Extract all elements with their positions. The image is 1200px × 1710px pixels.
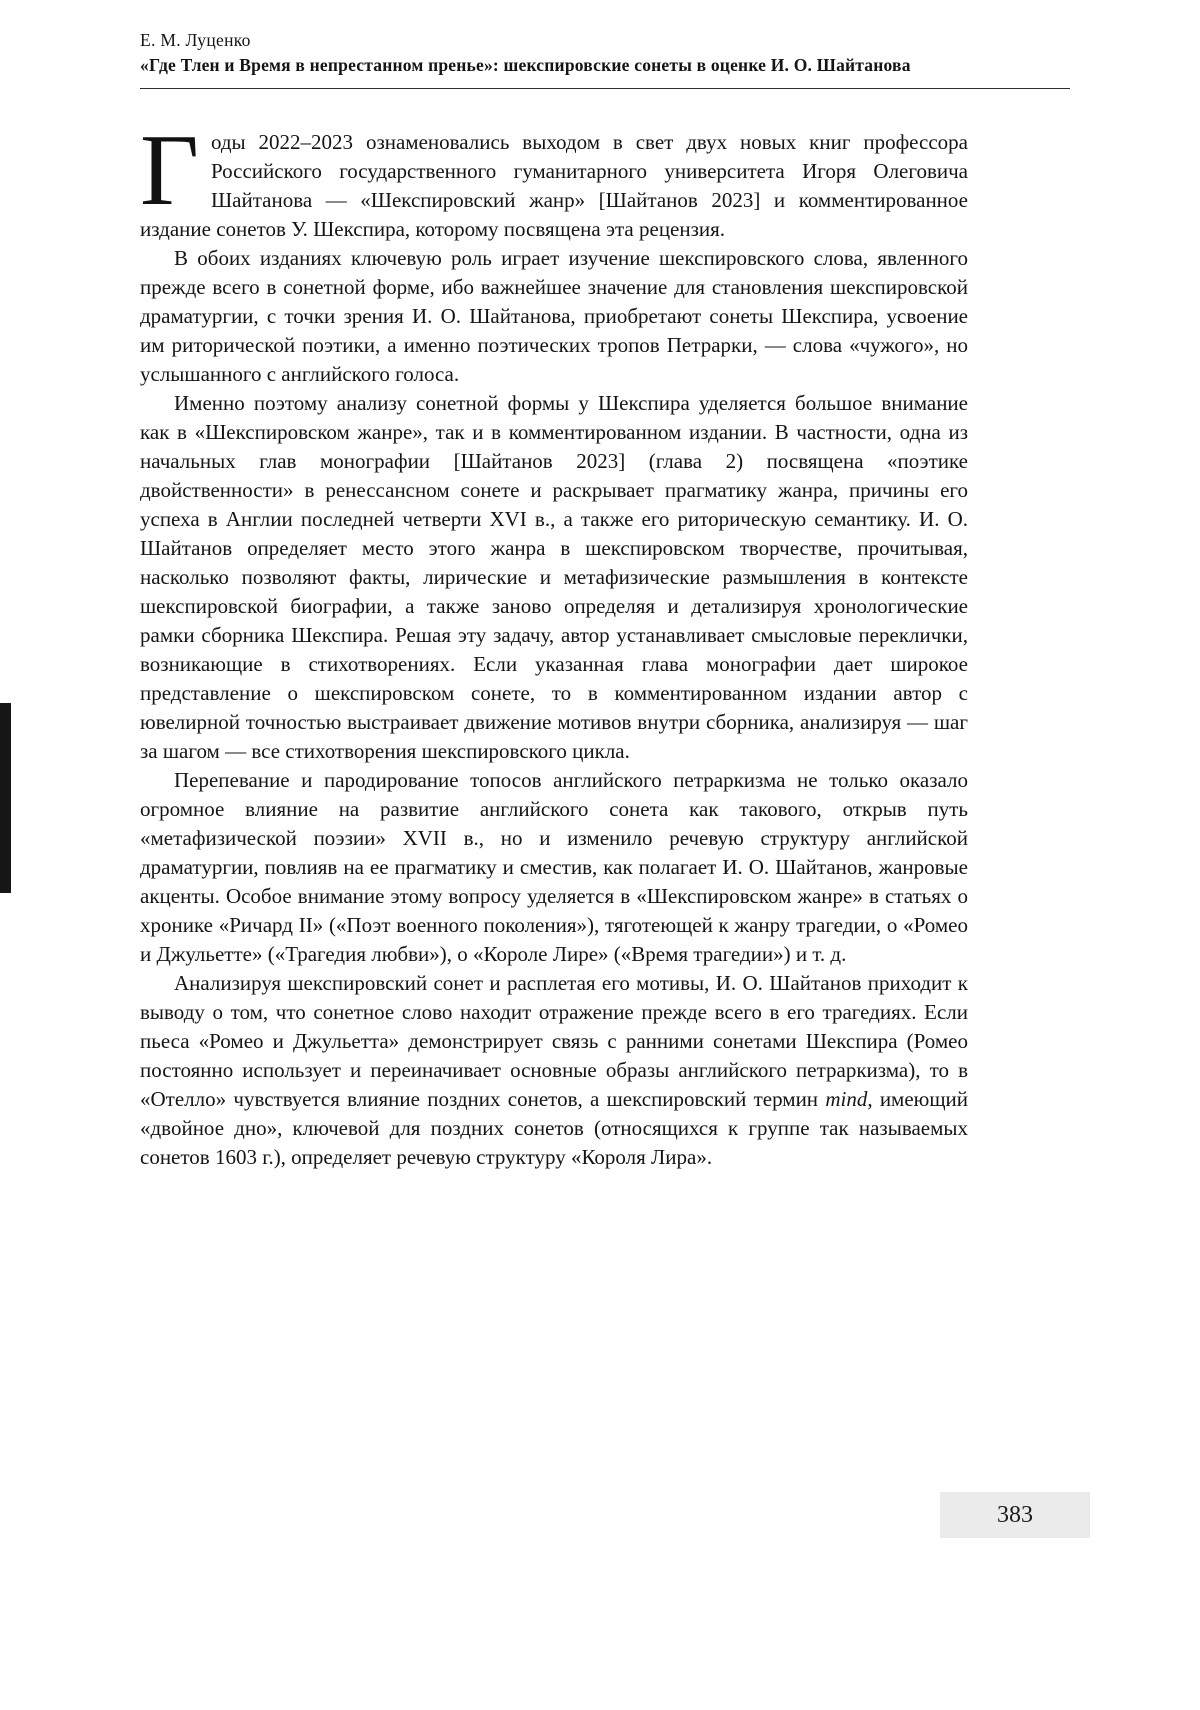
page-number-box bbox=[940, 1492, 1090, 1538]
paragraph bbox=[140, 969, 968, 1172]
paragraph bbox=[140, 766, 968, 969]
running-head bbox=[140, 28, 1070, 89]
running-head-author: Е. М. Луценко bbox=[140, 30, 251, 50]
page-number: 383 bbox=[997, 1501, 1033, 1528]
running-head-title: «Где Тлен и Время в непрестанном пренье»: шекспировские сонеты в оценке И. О. Шайтанова bbox=[140, 55, 911, 76]
print-mark bbox=[0, 703, 11, 893]
text-segment: Анализируя шекспировский сонет и расплетая его мотивы, И. О. Шайтанов приходит к выводу о том, что сонетное слово находит отражение прежде всего в его трагедиях. Если пьеса «Ромео и Джульетта» демонстрирует связь с ранними сонетами Шекспира (Ромео постоянно использует и переиначивает основные образы английского петраркизма), то в «Отелло» чувствуется влияние поздних сонетов, а шекспировский термин bbox=[140, 971, 968, 1111]
drop-cap: Г bbox=[140, 114, 199, 227]
paragraph bbox=[140, 244, 968, 389]
text-segment: , имеющий «двойное дно», ключевой для поздних сонетов (относящихся к группе так называемых сонетов 1603 г.), определяет речевую структуру «Короля Лира». bbox=[140, 1087, 969, 1169]
paragraph bbox=[140, 114, 968, 244]
text-segment: оды 2022–2023 ознаменовались выходом в свет двух новых книг профессора Российского государственного гуманитарного университета Игоря Олеговича Шайтанова — «Шекспировский жанр» [Шайтанов 2023] и комментированное издание сонетов У. Шекспира, которому посвящена эта рецензия. bbox=[140, 130, 968, 241]
paragraph bbox=[140, 389, 968, 766]
text-segment: Именно поэтому анализу сонетной формы у Шекспира уделяется большое внимание как в «Шекспировском жанре», так и в комментированном издании. В частности, одна из начальных глав монографии [Шайтанов 2023] (глава 2) посвящена «поэтике двойственности» в ренессансном сонете и раскрывает прагматику жанра, причины его успеха в Англии последней четверти XVI в., а также его риторическую семантику. И. О. Шайтанов определяет место этого жанра в шекспировском творчестве, прочитывая, насколько позволяют факты, лирические и метафизические размышления в контексте шекспировской биографии, а также заново определяя и детализируя хронологические рамки сборника Шекспира. Решая эту задачу, автор устанавливает смысловые переклички, возникающие в стихотворениях. Если указанная глава монографии дает широкое представление о шекспировском сонете, то в комментированном издании автор с ювелирной точностью выстраивает движение мотивов внутри сборника, анализируя — шаг за шагом — все стихотворения шекспировского цикла. bbox=[140, 391, 968, 763]
text-segment: Перепевание и пародирование топосов английского петраркизма не только оказало огромное влияние на развитие английского сонета как такового, открыв путь «метафизической поэзии» XVII в., но и изменило речевую структуру английской драматургии, повлияв на ее прагматику и сместив, как полагает И. О. Шайтанов, жанровые акценты. Особое внимание этому вопросу уделяется в «Шекспировском жанре» в статьях о хронике «Ричард II» («Поэт военного поколения»), тяготеющей к жанру трагедии, о «Ромео и Джульетте» («Трагедия любви»), о «Короле Лире» («Время трагедии») и т. д. bbox=[140, 768, 968, 966]
text-segment: В обоих изданиях ключевую роль играет изучение шекспировского слова, явленного прежде всего в сонетной форме, ибо важнейшее значение для становления шекспировской драматургии, с точки зрения И. О. Шайтанова, приобретают сонеты Шекспира, усвоение им риторической поэтики, а именно поэтических тропов Петрарки, — слова «чужого», но услышанного с английского голоса. bbox=[140, 246, 968, 386]
article-body bbox=[140, 114, 969, 1172]
italic-term: mind bbox=[825, 1087, 868, 1111]
